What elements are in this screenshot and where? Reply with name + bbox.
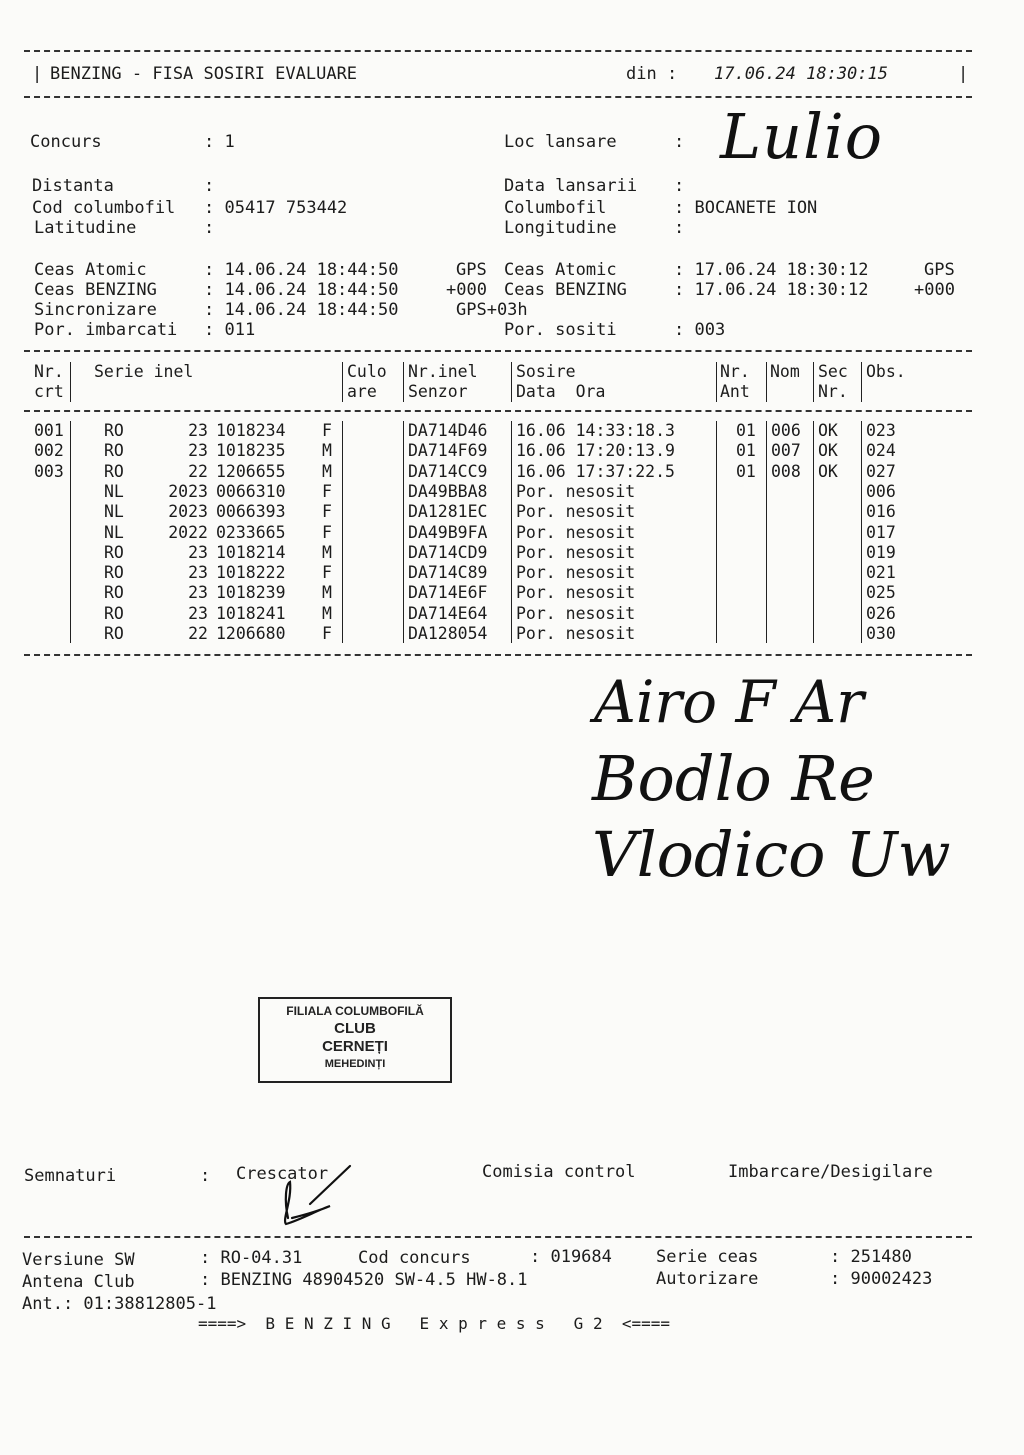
th-nr-ant: Nr. (720, 362, 750, 381)
cell-sensor: DA714F69 (408, 441, 488, 461)
ceas-benzing-left-suffix: +000 (446, 280, 487, 300)
ceas-atomic-left-suffix: GPS (456, 260, 487, 280)
divider-footer (24, 1236, 972, 1238)
cell-year: 23 (188, 441, 208, 461)
cell-arrival: Por. nesosit (516, 522, 636, 542)
stamp-line-4: MEHEDINȚI (324, 1058, 386, 1070)
th-crt: crt (34, 382, 64, 401)
latitudine-value: : (204, 218, 215, 238)
stamp-line-2: CLUB (334, 1020, 376, 1037)
cell-ring: 1018222 (216, 563, 286, 583)
loc-lansare-colon: : (674, 132, 685, 152)
cell-sex: F (322, 624, 332, 643)
page-title: BENZING - FISA SOSIRI EVALUARE (50, 64, 358, 84)
cell-country: RO (104, 441, 124, 461)
cell-country: NL (104, 502, 124, 522)
loc-lansare-handwriting: Lulio (720, 100, 884, 173)
cell-sex: F (322, 421, 332, 440)
longitudine-label: Longitudine (504, 218, 617, 238)
cell-country: RO (104, 603, 124, 623)
cell-obs: 021 (866, 563, 896, 583)
cell-year: 23 (188, 563, 208, 583)
td-sep-4 (511, 421, 512, 643)
cell-obs: 025 (866, 583, 896, 603)
cell-country: RO (104, 563, 124, 583)
th-obs: Obs. (866, 362, 906, 381)
cell-country: RO (104, 583, 124, 603)
ant-line: Ant.: 01:38812805-1 (22, 1294, 217, 1314)
cell-arrival: Por. nesosit (516, 481, 636, 501)
handwritten-note-3: Vlodico Uw (592, 818, 951, 891)
cell-arrival: Por. nesosit (516, 563, 636, 583)
cell-obs: 023 (866, 421, 896, 440)
por-imbarcati-value: : 011 (204, 320, 256, 340)
cell-ring: 1018239 (216, 583, 286, 603)
sincronizare-label: Sincronizare (34, 300, 157, 320)
ceas-atomic-left-value: : 14.06.24 18:44:50 (204, 260, 399, 280)
cell-country: RO (104, 461, 124, 481)
cell-year: 2023 (168, 481, 208, 501)
handwritten-note-1: Airo F Ar (594, 668, 864, 736)
th-ant: Ant (720, 382, 750, 401)
serie-ceas-label: Serie ceas (656, 1247, 759, 1267)
cod-concurs-label: Cod concurs (358, 1248, 471, 1268)
antena-club-label: Antena Club (22, 1272, 135, 1292)
th-sep-5 (716, 362, 717, 402)
cod-columbofil-label: Cod columbofil (32, 198, 176, 218)
semnaturi-colon: : (200, 1166, 211, 1186)
ceas-benzing-right-value: : 17.06.24 18:30:12 (674, 280, 869, 300)
td-sep-6 (766, 421, 767, 643)
ceas-atomic-left-label: Ceas Atomic (34, 260, 147, 280)
ceas-atomic-right-value: : 17.06.24 18:30:12 (674, 260, 869, 280)
distanta-value: : (204, 176, 215, 196)
th-serie-inel: Serie inel (94, 362, 194, 381)
cell-nr: 002 (34, 441, 64, 461)
cell-year: 2023 (168, 502, 208, 522)
antena-club-value: : BENZING 48904520 SW-4.5 HW-8.1 (200, 1270, 528, 1290)
latitudine-label: Latitudine (34, 218, 137, 238)
cell-ant: 01 (736, 421, 756, 440)
concurs-value: : 1 (204, 132, 235, 152)
comisia-control-label: Comisia control (482, 1162, 636, 1182)
header-left-bar: | (32, 64, 43, 84)
divider-after-table (24, 654, 972, 656)
th-sep-7 (813, 362, 814, 402)
th-sosire: Sosire (516, 362, 576, 381)
por-sositi-label: Por. sositi (504, 320, 617, 340)
semnaturi-label: Semnaturi (24, 1166, 117, 1186)
cell-arrival: 16.06 17:20:13.9 (516, 441, 675, 461)
divider-before-table (24, 350, 972, 352)
stamp-line-1: FILIALA COLUMBOFILĂ (286, 1004, 424, 1018)
sincronizare-value: : 14.06.24 18:44:50 (204, 300, 399, 320)
cell-obs: 024 (866, 441, 896, 461)
header-right-bar: | (958, 64, 969, 84)
cell-sensor: DA714CD9 (408, 542, 488, 562)
th-nr-inel: Nr.inel (408, 362, 478, 381)
date-label: din : (626, 64, 678, 84)
date-value: 17.06.24 18:30:15 (714, 64, 888, 84)
th-sep-6 (766, 362, 767, 402)
cell-obs: 027 (866, 461, 896, 481)
cell-ring: 0233665 (216, 522, 286, 542)
cell-obs: 016 (866, 502, 896, 522)
cell-country: RO (104, 542, 124, 562)
cell-sec: OK (818, 421, 838, 440)
serie-ceas-value: : 251480 (830, 1247, 912, 1267)
cell-year: 2022 (168, 522, 208, 542)
cell-sex: M (322, 603, 332, 623)
th-sec: Sec (818, 362, 848, 381)
ceas-atomic-right-label: Ceas Atomic (504, 260, 617, 280)
cell-ant: 01 (736, 441, 756, 461)
cod-concurs-value: : 019684 (530, 1247, 612, 1267)
ceas-benzing-right-suffix: +000 (914, 280, 955, 300)
ceas-benzing-right-label: Ceas BENZING (504, 280, 627, 300)
cell-nom: 007 (771, 441, 801, 461)
cell-sex: F (322, 481, 332, 501)
cell-sex: M (322, 583, 332, 603)
cell-ant: 01 (736, 461, 756, 481)
cell-sex: F (322, 522, 332, 542)
th-sec-nr: Nr. (818, 382, 848, 401)
cell-arrival: Por. nesosit (516, 603, 636, 623)
cell-year: 22 (188, 624, 208, 643)
th-sep-4 (511, 362, 512, 402)
cell-obs: 026 (866, 603, 896, 623)
cell-sensor: DA714D46 (408, 421, 488, 440)
autorizare-label: Autorizare (656, 1269, 759, 1289)
th-culo: Culo (347, 362, 387, 381)
cell-sex: F (322, 563, 332, 583)
td-sep-3 (403, 421, 404, 643)
divider-top (24, 50, 972, 52)
cell-year: 23 (188, 421, 208, 440)
concurs-label: Concurs (30, 132, 102, 152)
th-sep-3 (403, 362, 404, 402)
cell-arrival: Por. nesosit (516, 583, 636, 603)
cell-arrival: 16.06 14:33:18.3 (516, 421, 675, 440)
longitudine-value: : (674, 218, 685, 238)
cell-ring: 1018241 (216, 603, 286, 623)
imbarcare-label: Imbarcare/Desigilare (728, 1162, 933, 1182)
cell-obs: 019 (866, 542, 896, 562)
cell-sex: M (322, 441, 332, 461)
th-senzor: Senzor (408, 382, 468, 401)
cell-ring: 1018235 (216, 441, 286, 461)
club-stamp (258, 997, 452, 1083)
cell-sensor: DA1281EC (408, 502, 488, 522)
cell-nom: 008 (771, 461, 801, 481)
td-sep-5 (716, 421, 717, 643)
benzing-express-line: ====> B E N Z I N G E x p r e s s G 2 <==== (198, 1314, 671, 1333)
cell-sensor: DA714CC9 (408, 461, 488, 481)
ceas-benzing-left-label: Ceas BENZING (34, 280, 157, 300)
cell-nr: 001 (34, 421, 64, 440)
cell-obs: 030 (866, 624, 896, 643)
cell-obs: 017 (866, 522, 896, 542)
cell-arrival: Por. nesosit (516, 624, 636, 643)
cell-obs: 006 (866, 481, 896, 501)
th-data-ora: Data Ora (516, 382, 606, 401)
cell-year: 23 (188, 542, 208, 562)
stamp-line-3: CERNEȚI (322, 1038, 388, 1055)
versiune-sw-label: Versiune SW (22, 1250, 135, 1270)
cell-nr: 003 (34, 461, 64, 481)
cell-sensor: DA714E64 (408, 603, 488, 623)
cell-sensor: DA128054 (408, 624, 488, 643)
cell-arrival: Por. nesosit (516, 542, 636, 562)
th-sep-2 (342, 362, 343, 402)
ceas-atomic-right-suffix: GPS (924, 260, 955, 280)
cell-sec: OK (818, 461, 838, 481)
loc-lansare-label: Loc lansare (504, 132, 617, 152)
cell-sensor: DA49BBA8 (408, 481, 488, 501)
cell-sec: OK (818, 441, 838, 461)
td-sep-1 (70, 421, 71, 643)
cell-country: NL (104, 481, 124, 501)
distanta-label: Distanta (32, 176, 114, 196)
divider-table-header (24, 410, 972, 412)
data-lansarii-label: Data lansarii (504, 176, 638, 196)
cell-ring: 1018234 (216, 421, 286, 440)
cell-country: RO (104, 421, 124, 440)
cell-sensor: DA49B9FA (408, 522, 488, 542)
cod-columbofil-value: : 05417 753442 (204, 198, 348, 218)
th-sep-8 (861, 362, 862, 402)
divider-header (24, 96, 972, 98)
td-sep-7 (813, 421, 814, 643)
columbofil-label: Columbofil (504, 198, 607, 218)
cell-arrival: Por. nesosit (516, 502, 636, 522)
cell-year: 22 (188, 461, 208, 481)
th-sep-1 (70, 362, 71, 402)
cell-year: 23 (188, 603, 208, 623)
cell-ring: 1206680 (216, 624, 286, 643)
td-sep-8 (861, 421, 862, 643)
crescator-label: Crescator (236, 1164, 329, 1184)
th-are: are (347, 382, 377, 401)
columbofil-value: : BOCANETE ION (674, 198, 818, 218)
cell-arrival: 16.06 17:37:22.5 (516, 461, 675, 481)
cell-ring: 0066393 (216, 502, 286, 522)
cell-year: 23 (188, 583, 208, 603)
cell-country: RO (104, 624, 124, 643)
cell-ring: 1018214 (216, 542, 286, 562)
por-imbarcati-label: Por. imbarcati (34, 320, 178, 340)
cell-sex: M (322, 542, 332, 562)
td-sep-2 (342, 421, 343, 643)
cell-sex: F (322, 502, 332, 522)
versiune-sw-value: : RO-04.31 (200, 1248, 303, 1268)
cell-sex: M (322, 461, 332, 481)
th-nom: Nom (770, 362, 800, 381)
ceas-benzing-left-value: : 14.06.24 18:44:50 (204, 280, 399, 300)
cell-ring: 1206655 (216, 461, 286, 481)
crescator-signature (270, 1160, 370, 1232)
cell-ring: 0066310 (216, 481, 286, 501)
autorizare-value: : 90002423 (830, 1269, 933, 1289)
data-lansarii-value: : (674, 176, 685, 196)
cell-sensor: DA714E6F (408, 583, 488, 603)
handwritten-note-2: Bodlo Re (592, 742, 875, 815)
por-sositi-value: : 003 (674, 320, 726, 340)
sincronizare-suffix: GPS+03h (456, 300, 528, 320)
th-nr: Nr. (34, 362, 64, 381)
cell-sensor: DA714C89 (408, 563, 488, 583)
cell-country: NL (104, 522, 124, 542)
cell-nom: 006 (771, 421, 801, 440)
